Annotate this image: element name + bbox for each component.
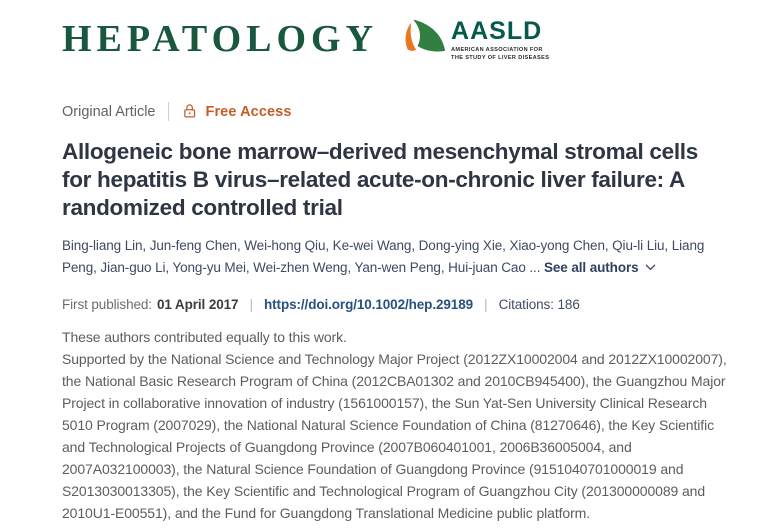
authors-ellipsis: ...	[529, 260, 544, 275]
aasld-text	[451, 19, 549, 62]
citations-link[interactable]: Citations: 186	[498, 296, 580, 312]
publication-info-row	[62, 296, 768, 312]
divider	[168, 102, 169, 121]
free-access-badge: Free Access	[205, 103, 292, 120]
chevron-down-icon	[645, 257, 656, 266]
divider: |	[484, 296, 488, 312]
article-title: Allogeneic bone marrow–derived mesenchymal stromal cells for hepatitis B virus–related acute-on-chronic liver failure: A randomized controlled trial	[62, 139, 698, 220]
open-lock-icon	[182, 103, 197, 119]
first-published-label: First published:	[62, 296, 152, 312]
first-published-date: 01 April 2017	[156, 296, 239, 312]
aasld-tagline: AMERICAN ASSOCIATION FOR THE STUDY OF LIVER DISEASES	[451, 47, 550, 61]
doi-link[interactable]: https://doi.org/10.1002/hep.29189	[264, 296, 474, 312]
divider: |	[249, 296, 253, 312]
article-type-label: Original Article	[62, 103, 156, 120]
see-all-authors-button[interactable]: See all authors	[544, 260, 656, 275]
authors-block	[62, 235, 734, 279]
equal-contribution-note: These authors contributed equally to this work.	[62, 329, 347, 345]
aasld-leaf-icon	[402, 17, 448, 55]
masthead	[62, 14, 768, 78]
journal-logo[interactable]: HEPATOLOGY	[62, 18, 379, 60]
aasld-logo[interactable]	[402, 17, 549, 62]
author-links[interactable]: Bing-liang Lin, Jun-feng Chen, Wei-hong Qiu, Ke-wei Wang, Dong-ying Xie, Xiao-yong Chen, Qiu-li Liu, Liang Peng, Jian-guo Li, Yong-yu Mei, Wei-zhen Weng, Yan-wen Peng, Hui-juan Cao	[62, 238, 705, 275]
funding-note: Supported by the National Science and Technology Major Project (2012ZX10002004 and 2012ZX10002007), the National Basic Research Program of China (2012CBA01302 and 2010CB945400), the Guangzhou Major Project in collaborative innovation of industry (1561000157), the Sun Yat-Sen University Clinical Research 5010 Program (2007029), the National Natural Science Foundation of China (81270646), the Key Scientific and Technological Projects of Guangdong Province (2007B060401001, 2006B36005004, and 2007A032100003), the Natural Science Foundation of Guangdong Province (9151040701000019 and S2013030013305), the Key Scientific and Technological Program of Guangzhou City (201300000089 and 2010U1-E00551), and the Fund for Guangdong Translational Medicine public platform.	[62, 351, 727, 521]
aasld-wordmark: AASLD	[451, 17, 543, 45]
article-meta-row	[62, 102, 768, 121]
funding-notes	[62, 326, 728, 524]
